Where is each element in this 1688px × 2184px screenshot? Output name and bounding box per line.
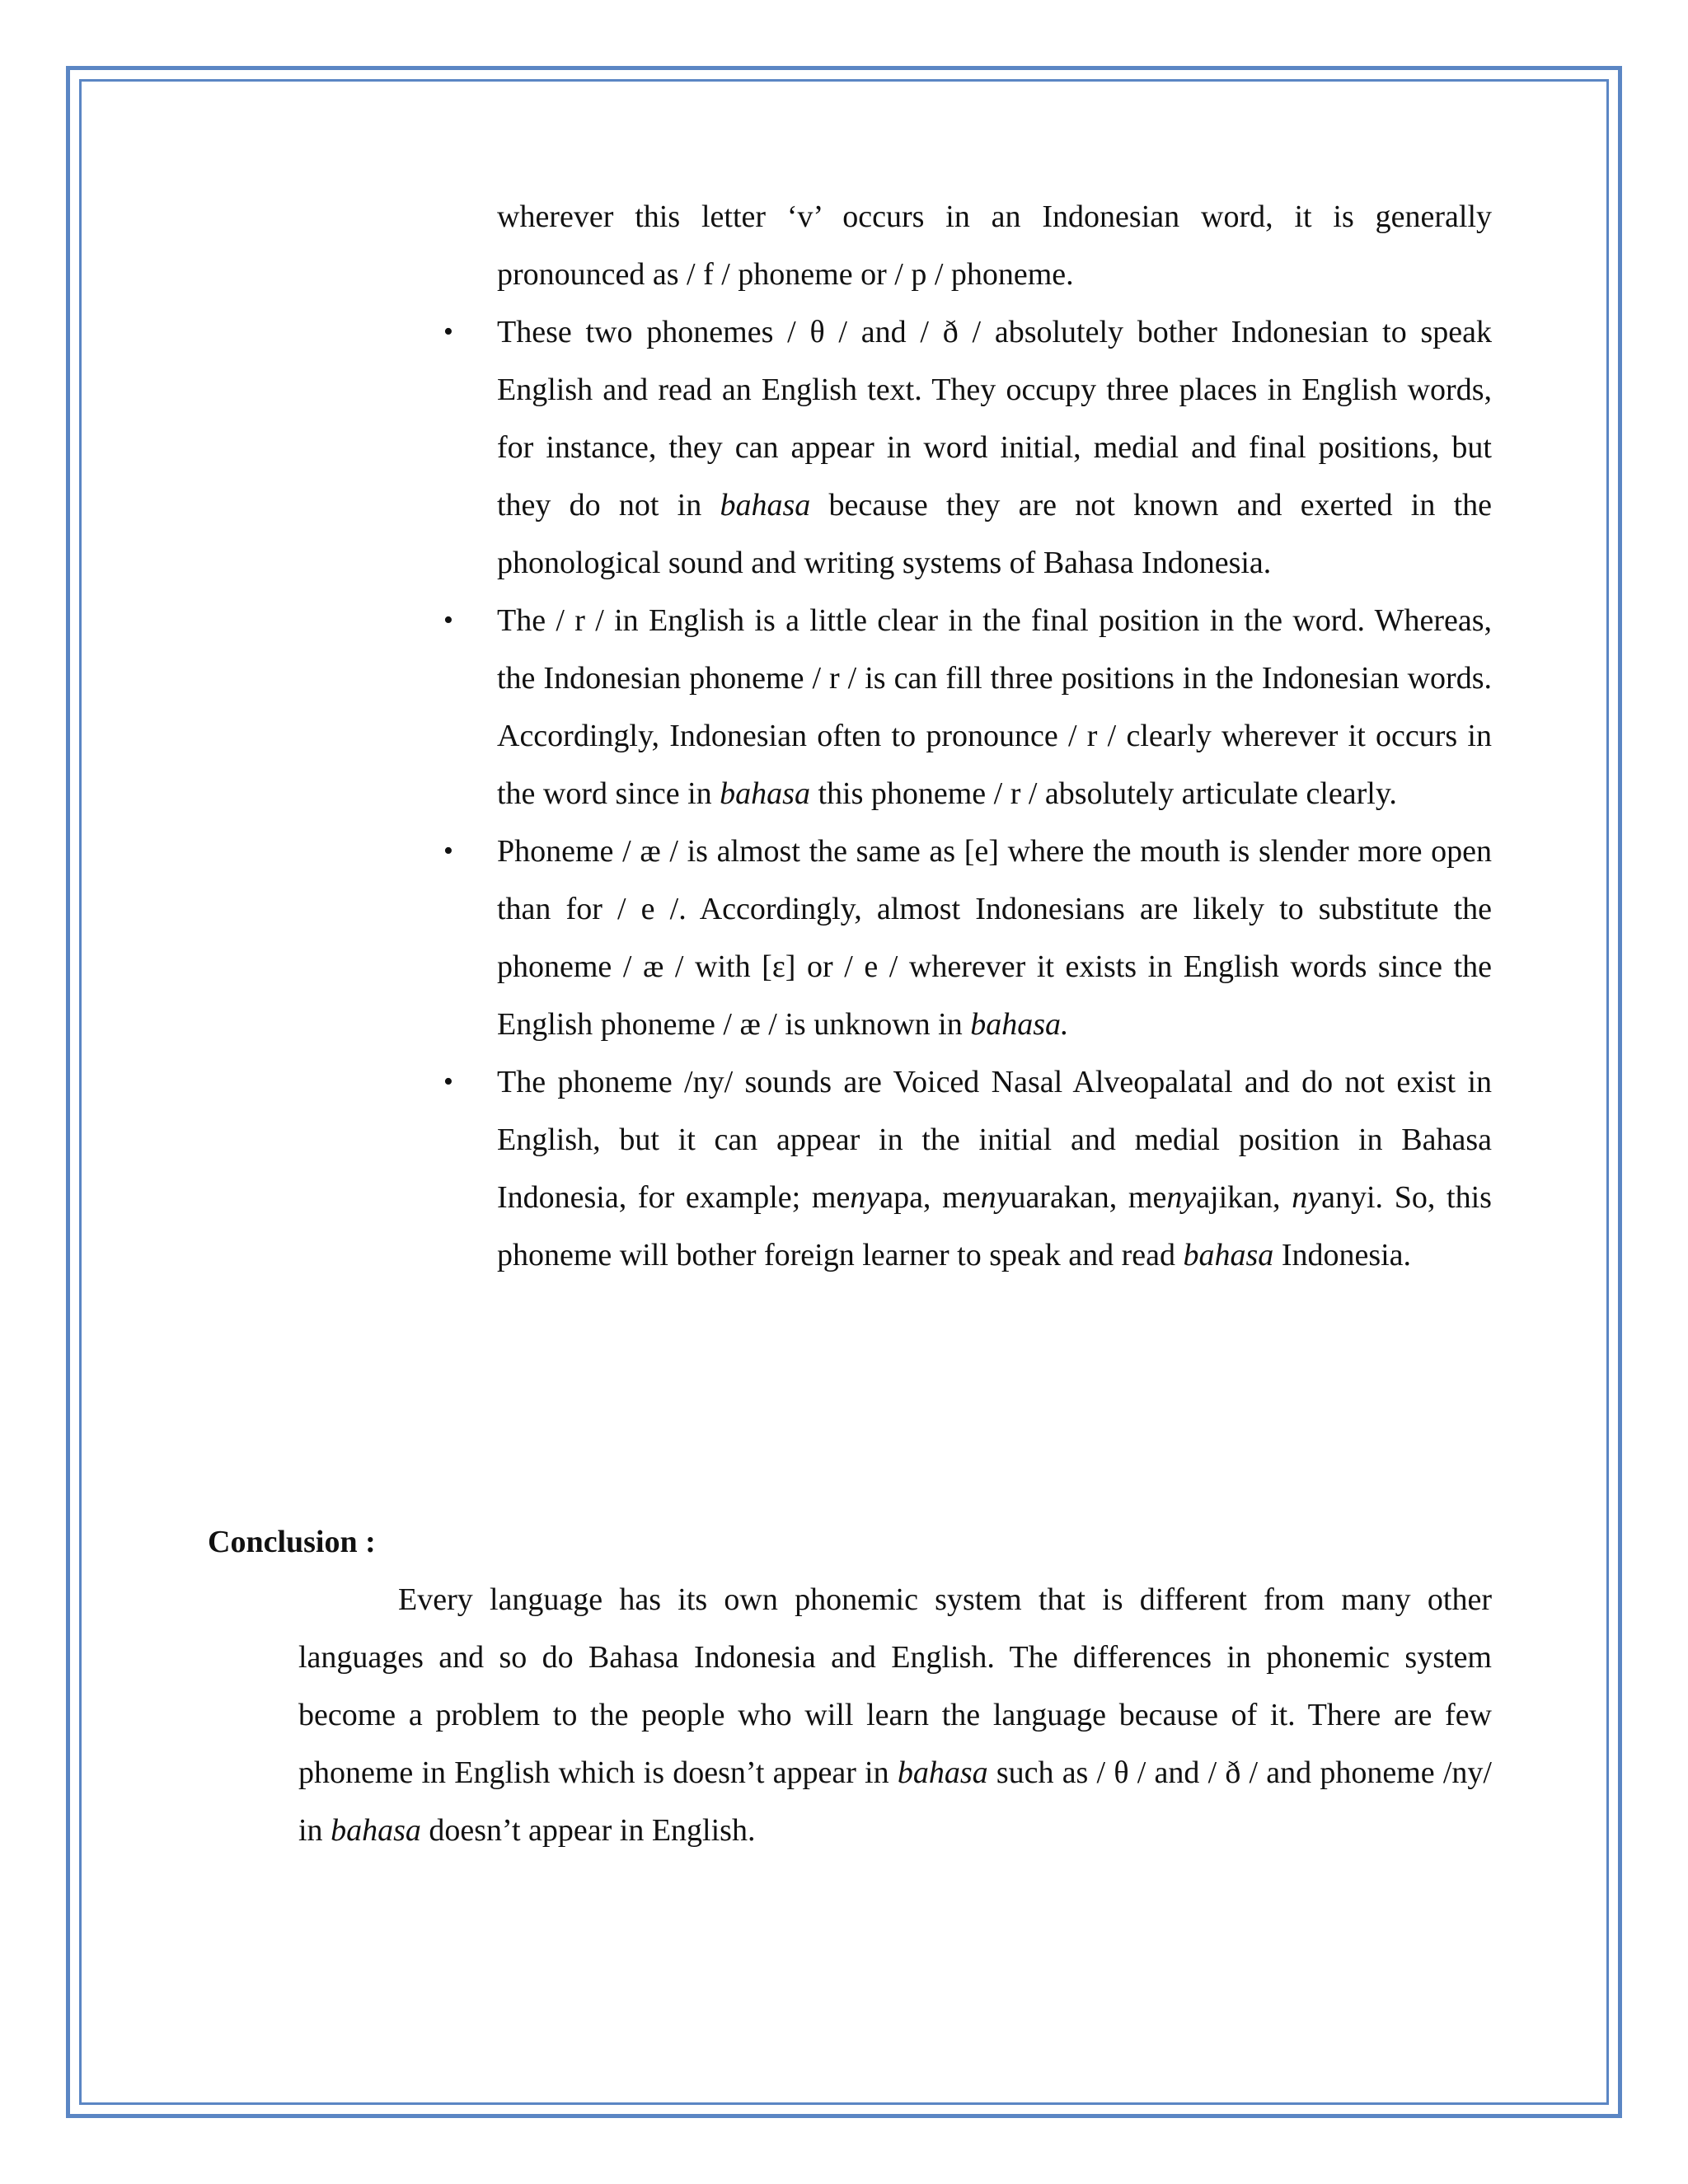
bullet-text: The phoneme /ny/ sounds are Voiced Nasal Alveopalatal and do not exist in English, but it can appear in the initial and medial position in Bahasa Indonesia, for example; me xyxy=(497,1065,1492,1215)
italic-term: bahasa xyxy=(720,776,810,811)
bullet-list xyxy=(443,303,1492,1284)
bullet-item-ny xyxy=(443,1053,1492,1284)
bullet-text: anyi. So, this phoneme will bother foreign learner to speak and read xyxy=(497,1180,1492,1272)
bullet-text: Phoneme / æ / is almost the same as [e] where the mouth is slender more open than for / e /. Accordingly, almost Indonesians are likely to substitute the phoneme / æ / with [ɛ] or / e / wherever it exists in English words since the English phoneme / æ / is unknown in xyxy=(497,834,1492,1042)
italic-term: ny xyxy=(1292,1180,1322,1215)
italic-term: bahasa xyxy=(897,1755,988,1790)
bullet-text: because they are not known and exerted in the phonological sound and writing systems of Bahasa Indonesia. xyxy=(497,488,1492,580)
bullet-text: uarakan, me xyxy=(1010,1180,1167,1215)
bullet-icon: • xyxy=(443,316,453,347)
bullet-text: apa, me xyxy=(879,1180,981,1215)
italic-term: bahasa xyxy=(331,1813,421,1848)
conclusion-text: Every language has its own phonemic system that is different from many other languages and so do Bahasa Indonesia and English. The differences in phonemic system become a problem to the people who will learn the language because of it. There are few phoneme in English which is doesn’t appear in xyxy=(298,1582,1492,1790)
bullet-icon: • xyxy=(443,836,453,866)
bullet-text: ajikan, xyxy=(1196,1180,1292,1215)
conclusion-paragraph xyxy=(298,1571,1492,1859)
bullet-text: this phoneme / r / absolutely articulate clearly. xyxy=(809,776,1397,811)
continuation-paragraph: wherever this letter ‘v’ occurs in an Indonesian word, it is generally pronounced as / f / phoneme or / p / phoneme. xyxy=(497,199,1492,292)
bullet-icon: • xyxy=(443,1066,453,1097)
italic-term: ny xyxy=(980,1180,1010,1215)
bullet-item-r xyxy=(443,592,1492,823)
italic-term: bahasa. xyxy=(970,1007,1069,1042)
italic-term: ny xyxy=(850,1180,880,1215)
bullet-text: These two phonemes / θ / and / ð / absolutely bother Indonesian to speak English and read an English text. They occupy three places in English words, for instance, they can appear in word initial, medial and final positions, but they do not in xyxy=(497,315,1492,523)
italic-term: bahasa xyxy=(720,488,811,523)
bullet-text: The / r / in English is a little clear in the final position in the word. Whereas, the Indonesian phoneme / r / is can fill three positions in the Indonesian words. Accordingly, Indonesian often to pronounce / r / clearly wherever it occurs in the word since in xyxy=(497,603,1492,811)
bullet-item-ae xyxy=(443,823,1492,1053)
italic-term: bahasa xyxy=(1183,1238,1274,1272)
italic-term: ny xyxy=(1166,1180,1197,1215)
conclusion-text: doesn’t appear in English. xyxy=(420,1813,756,1848)
conclusion-heading: Conclusion : xyxy=(208,1525,376,1559)
bullet-icon: • xyxy=(443,605,453,635)
conclusion-text: such as / θ / and / ð / and phoneme /ny/ in xyxy=(298,1755,1492,1848)
bullet-item-theta-eth xyxy=(443,303,1492,592)
bullet-text: Indonesia. xyxy=(1273,1238,1412,1272)
